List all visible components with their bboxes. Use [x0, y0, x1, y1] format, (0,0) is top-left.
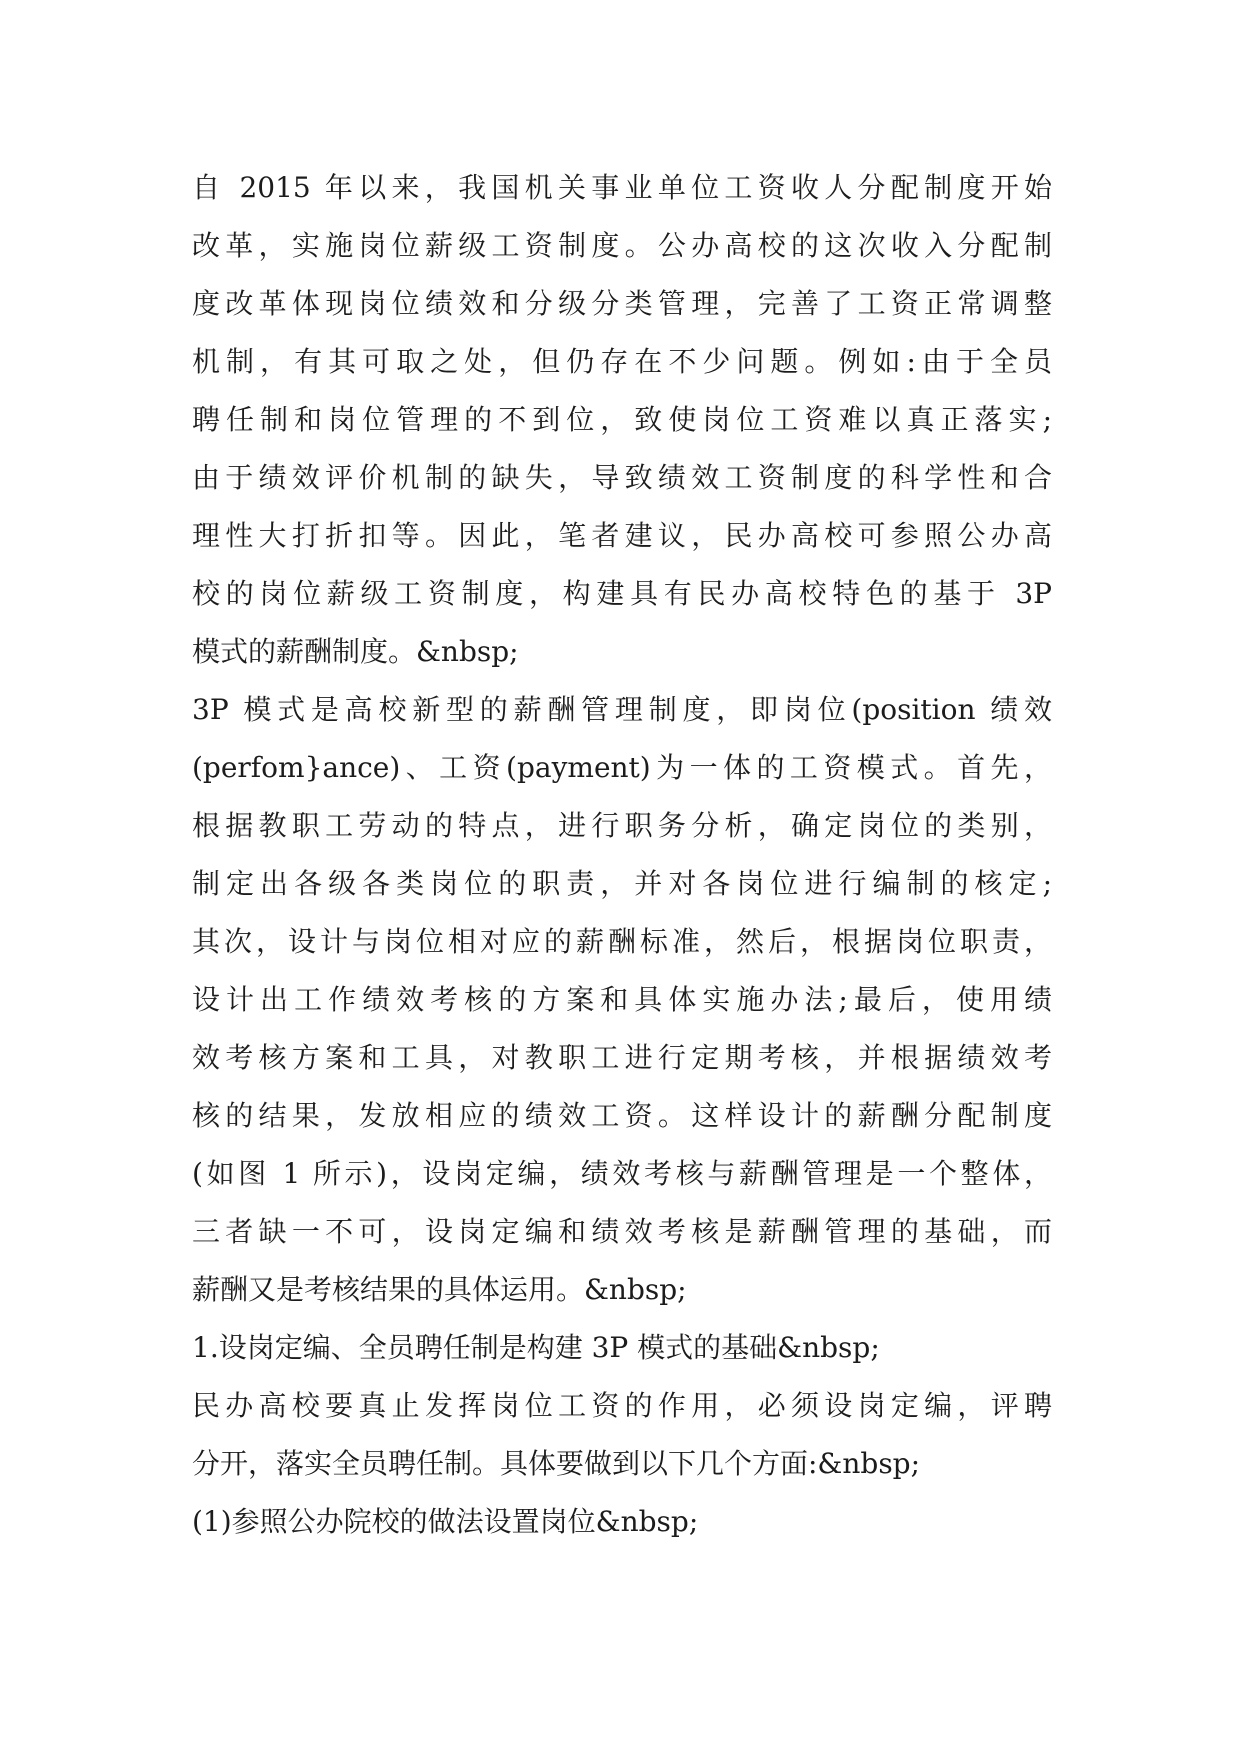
text-line: 聘任制和岗位管理的不到位，致使岗位工资难以真正落实; — [192, 403, 1052, 436]
text-line: 改革，实施岗位薪级工资制度。公办高校的这次收入分配制 — [192, 229, 1052, 262]
text-line: 效考核方案和工具，对教职工进行定期考核，并根据绩效考 — [192, 1041, 1052, 1074]
text-line: 自 2015 年以来，我国机关事业单位工资收人分配制度开始 — [192, 171, 1052, 204]
text-line: 机制，有其可取之处，但仍存在不少问题。例如:由于全员 — [192, 345, 1052, 378]
text-line: 核的结果，发放相应的绩效工资。这样设计的薪酬分配制度 — [192, 1099, 1052, 1132]
text-line: 根据教职工劳动的特点，进行职务分析，确定岗位的类别， — [192, 809, 1052, 842]
text-line: 三者缺一不可，设岗定编和绩效考核是薪酬管理的基础，而 — [192, 1215, 1052, 1248]
text-line: 度改革体现岗位绩效和分级分类管理，完善了工资正常调整 — [192, 287, 1052, 320]
text-line: 制定出各级各类岗位的职责，并对各岗位进行编制的核定; — [192, 867, 1052, 900]
text-line: (perfom}ance)、工资(payment)为一体的工资模式。首先， — [192, 751, 1052, 784]
text-line: 薪酬又是考核结果的具体运用。&nbsp; — [192, 1273, 687, 1306]
document-body — [192, 159, 1052, 1551]
text-line: 分开，落实全员聘任制。具体要做到以下几个方面:&nbsp; — [192, 1447, 921, 1480]
paragraph-3 — [192, 1377, 1052, 1493]
paragraph-2 — [192, 681, 1052, 1319]
section-heading: 1.设岗定编、全员聘任制是构建 3P 模式的基础&nbsp; — [192, 1331, 880, 1364]
subheading: (1)参照公办院校的做法设置岗位&nbsp; — [192, 1505, 699, 1538]
text-line: 其次，设计与岗位相对应的薪酬标准，然后，根据岗位职责， — [192, 925, 1052, 958]
text-line: (如图 1 所示)，设岗定编，绩效考核与薪酬管理是一个整体， — [192, 1157, 1052, 1190]
text-line: 民办高校要真止发挥岗位工资的作用，必须设岗定编，评聘 — [192, 1389, 1052, 1422]
text-line: 模式的薪酬制度。&nbsp; — [192, 635, 519, 668]
text-line: 校的岗位薪级工资制度，构建具有民办高校特色的基于 3P — [192, 577, 1052, 610]
text-line: 由于绩效评价机制的缺失，导致绩效工资制度的科学性和合 — [192, 461, 1052, 494]
text-line: 设计出工作绩效考核的方案和具体实施办法;最后，使用绩 — [192, 983, 1052, 1016]
text-line: 理性大打折扣等。因此，笔者建议，民办高校可参照公办高 — [192, 519, 1052, 552]
text-line: 3P 模式是高校新型的薪酬管理制度，即岗位(position 绩效 — [192, 693, 1052, 726]
paragraph-1 — [192, 159, 1052, 681]
